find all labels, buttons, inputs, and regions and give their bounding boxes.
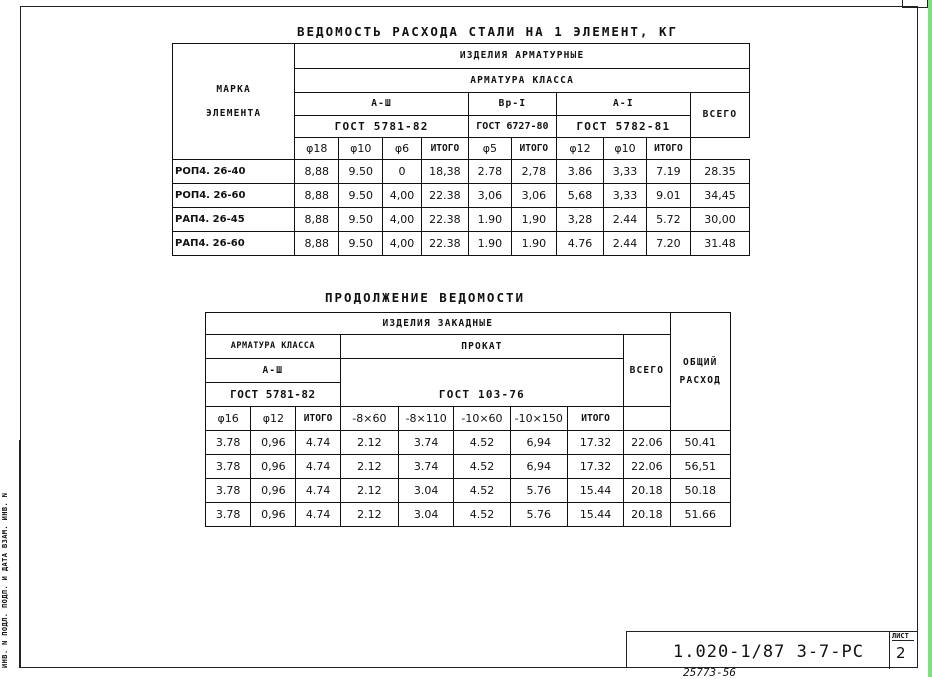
class-a3: А-Ш [206, 359, 341, 383]
table-row [206, 431, 731, 455]
cell: 2.12 [340, 455, 398, 479]
col-header: -8×110 [399, 407, 454, 431]
table-row [173, 184, 750, 208]
cell: 9.50 [339, 232, 383, 256]
col-header: φ6 [383, 138, 422, 160]
cell: 22.38 [421, 208, 468, 232]
table-row [206, 455, 731, 479]
col-header: φ12 [251, 407, 296, 431]
cell: 3.78 [206, 503, 251, 527]
cell: 20.18 [624, 479, 670, 503]
cell: 0,96 [251, 431, 296, 455]
sheet-label: ЛИСТ [892, 632, 914, 641]
col-header: ИТОГО [567, 407, 623, 431]
cell: 6,94 [510, 455, 567, 479]
corner-box [902, 0, 928, 8]
cell: 0,96 [251, 503, 296, 527]
col-header: φ18 [295, 138, 339, 160]
cell: 3.04 [399, 503, 454, 527]
group-header: ИЗДЕЛИЯ АРМАТУРНЫЕ [295, 44, 750, 69]
document-code: 1.020-1/87 3-7-РС [673, 642, 864, 662]
cell: 28.35 [690, 160, 749, 184]
margin-label: ИНВ. N ПОДЛ. ПОДП. И ДАТА ВЗАМ. ИНВ. N [1, 492, 9, 668]
cell: 2.44 [604, 208, 647, 232]
cell: 7.19 [646, 160, 690, 184]
gost-a1: ГОСТ 5782-81 [556, 116, 690, 138]
cell: 22.06 [624, 431, 670, 455]
cell: 3.78 [206, 431, 251, 455]
cell: 8,88 [295, 232, 339, 256]
cell: 2,78 [511, 160, 556, 184]
col-header: -10×60 [454, 407, 510, 431]
cell: 0 [383, 160, 422, 184]
cell: 9.50 [339, 160, 383, 184]
cell: 3.78 [206, 455, 251, 479]
cell: 15.44 [567, 479, 623, 503]
cell: 6,94 [510, 431, 567, 455]
class-vr1: Вр-I [468, 93, 556, 116]
cell: 22.38 [421, 232, 468, 256]
cell: 2.12 [340, 503, 398, 527]
cell: 7.20 [646, 232, 690, 256]
gost-prokat: ГОСТ 103-76 [340, 383, 624, 407]
table-row [206, 503, 731, 527]
cell: 4.74 [296, 431, 340, 455]
table1-title: ВЕДОМОСТЬ РАСХОДА СТАЛИ НА 1 ЭЛЕМЕНТ, КГ [297, 24, 679, 39]
title-block [626, 631, 918, 668]
cell: 18,38 [421, 160, 468, 184]
col-header: ИТОГО [421, 138, 468, 160]
cell: 4.52 [454, 479, 510, 503]
cell: 2.78 [468, 160, 511, 184]
cell: 3,33 [604, 184, 647, 208]
class-a1: А-I [556, 93, 690, 116]
row-mark: РОП4. 26-60 [173, 184, 295, 208]
cell: 3,28 [556, 208, 603, 232]
mark-header: МАРКА ЭЛЕМЕНТА [173, 44, 295, 160]
cell: 2.44 [604, 232, 647, 256]
cell: 1.90 [468, 208, 511, 232]
cell: 30,00 [690, 208, 749, 232]
cell: 3.74 [399, 455, 454, 479]
cell: 1,90 [511, 208, 556, 232]
continuation-table [205, 312, 731, 527]
total-header: ВСЕГО [624, 335, 670, 407]
cell: 0,96 [251, 479, 296, 503]
cell: 4.74 [296, 479, 340, 503]
col-header: φ12 [556, 138, 603, 160]
cell: 22.06 [624, 455, 670, 479]
sheet-number: 2 [896, 644, 906, 662]
prokat-header: ПРОКАТ [340, 335, 624, 359]
cell: 1.90 [468, 232, 511, 256]
cell: 5.76 [510, 503, 567, 527]
cell: 2.12 [340, 479, 398, 503]
cell: 3.86 [556, 160, 603, 184]
cell: 8,88 [295, 208, 339, 232]
cell: 51.66 [670, 503, 730, 527]
row-mark: РАП4. 26-60 [173, 232, 295, 256]
group-header: ИЗДЕЛИЯ ЗАКАДНЫЕ [206, 313, 671, 335]
table2-title: ПРОДОЛЖЕНИЕ ВЕДОМОСТИ [325, 290, 526, 305]
col-header: -8×60 [340, 407, 398, 431]
archive-number: 25773-56 [683, 666, 736, 679]
col-header: ИТОГО [646, 138, 690, 160]
cell: 3,33 [604, 160, 647, 184]
cell: 56,51 [670, 455, 730, 479]
general-header: ОБЩИЙ РАСХОД [670, 313, 730, 431]
table-row [173, 160, 750, 184]
cell: 3.78 [206, 479, 251, 503]
scan-edge [928, 0, 932, 677]
col-header: ИТОГО [296, 407, 340, 431]
table-row [206, 479, 731, 503]
gost-a3: ГОСТ 5781-82 [206, 383, 341, 407]
cell: 9.01 [646, 184, 690, 208]
cell: 5.76 [510, 479, 567, 503]
cell: 34,45 [690, 184, 749, 208]
col-header: φ10 [604, 138, 647, 160]
cell: 4.52 [454, 431, 510, 455]
cell: 4,00 [383, 232, 422, 256]
row-mark: РОП4. 26-40 [173, 160, 295, 184]
class-a3: А-Ш [295, 93, 469, 116]
cell: 3.74 [399, 431, 454, 455]
cell: 50.41 [670, 431, 730, 455]
cell: 20.18 [624, 503, 670, 527]
cell: 9.50 [339, 208, 383, 232]
blank-cell [340, 359, 624, 383]
table-row [173, 208, 750, 232]
cell: 4.74 [296, 455, 340, 479]
cell: 4.52 [454, 455, 510, 479]
cell: 3,06 [468, 184, 511, 208]
cell: 17.32 [567, 455, 623, 479]
class-header: АРМАТУРА КЛАССА [206, 335, 341, 359]
cell: 50.18 [670, 479, 730, 503]
cell: 31.48 [690, 232, 749, 256]
cell: 2.12 [340, 431, 398, 455]
col-header: -10×150 [510, 407, 567, 431]
cell: 4.52 [454, 503, 510, 527]
cell: 4.76 [556, 232, 603, 256]
cell: 9.50 [339, 184, 383, 208]
sheet-box [889, 632, 917, 669]
cell: 8,88 [295, 184, 339, 208]
gost-vr1: ГОСТ 6727-80 [468, 116, 556, 138]
gost-a3: ГОСТ 5781-82 [295, 116, 469, 138]
col-header: ИТОГО [511, 138, 556, 160]
col-header: φ10 [339, 138, 383, 160]
cell: 3,06 [511, 184, 556, 208]
cell: 3.04 [399, 479, 454, 503]
col-header: φ16 [206, 407, 251, 431]
cell: 5,68 [556, 184, 603, 208]
col-header: φ5 [468, 138, 511, 160]
cell: 5.72 [646, 208, 690, 232]
cell: 8,88 [295, 160, 339, 184]
cell: 4,00 [383, 208, 422, 232]
steel-consumption-table [172, 43, 750, 256]
blank-cell [624, 407, 670, 431]
total-header: ВСЕГО [690, 93, 749, 138]
cell: 4,00 [383, 184, 422, 208]
cell: 17.32 [567, 431, 623, 455]
cell: 1.90 [511, 232, 556, 256]
cell: 15.44 [567, 503, 623, 527]
class-header: АРМАТУРА КЛАССА [295, 69, 750, 93]
cell: 4.74 [296, 503, 340, 527]
row-mark: РАП4. 26-45 [173, 208, 295, 232]
cell: 22.38 [421, 184, 468, 208]
cell: 0,96 [251, 455, 296, 479]
table-row [173, 232, 750, 256]
